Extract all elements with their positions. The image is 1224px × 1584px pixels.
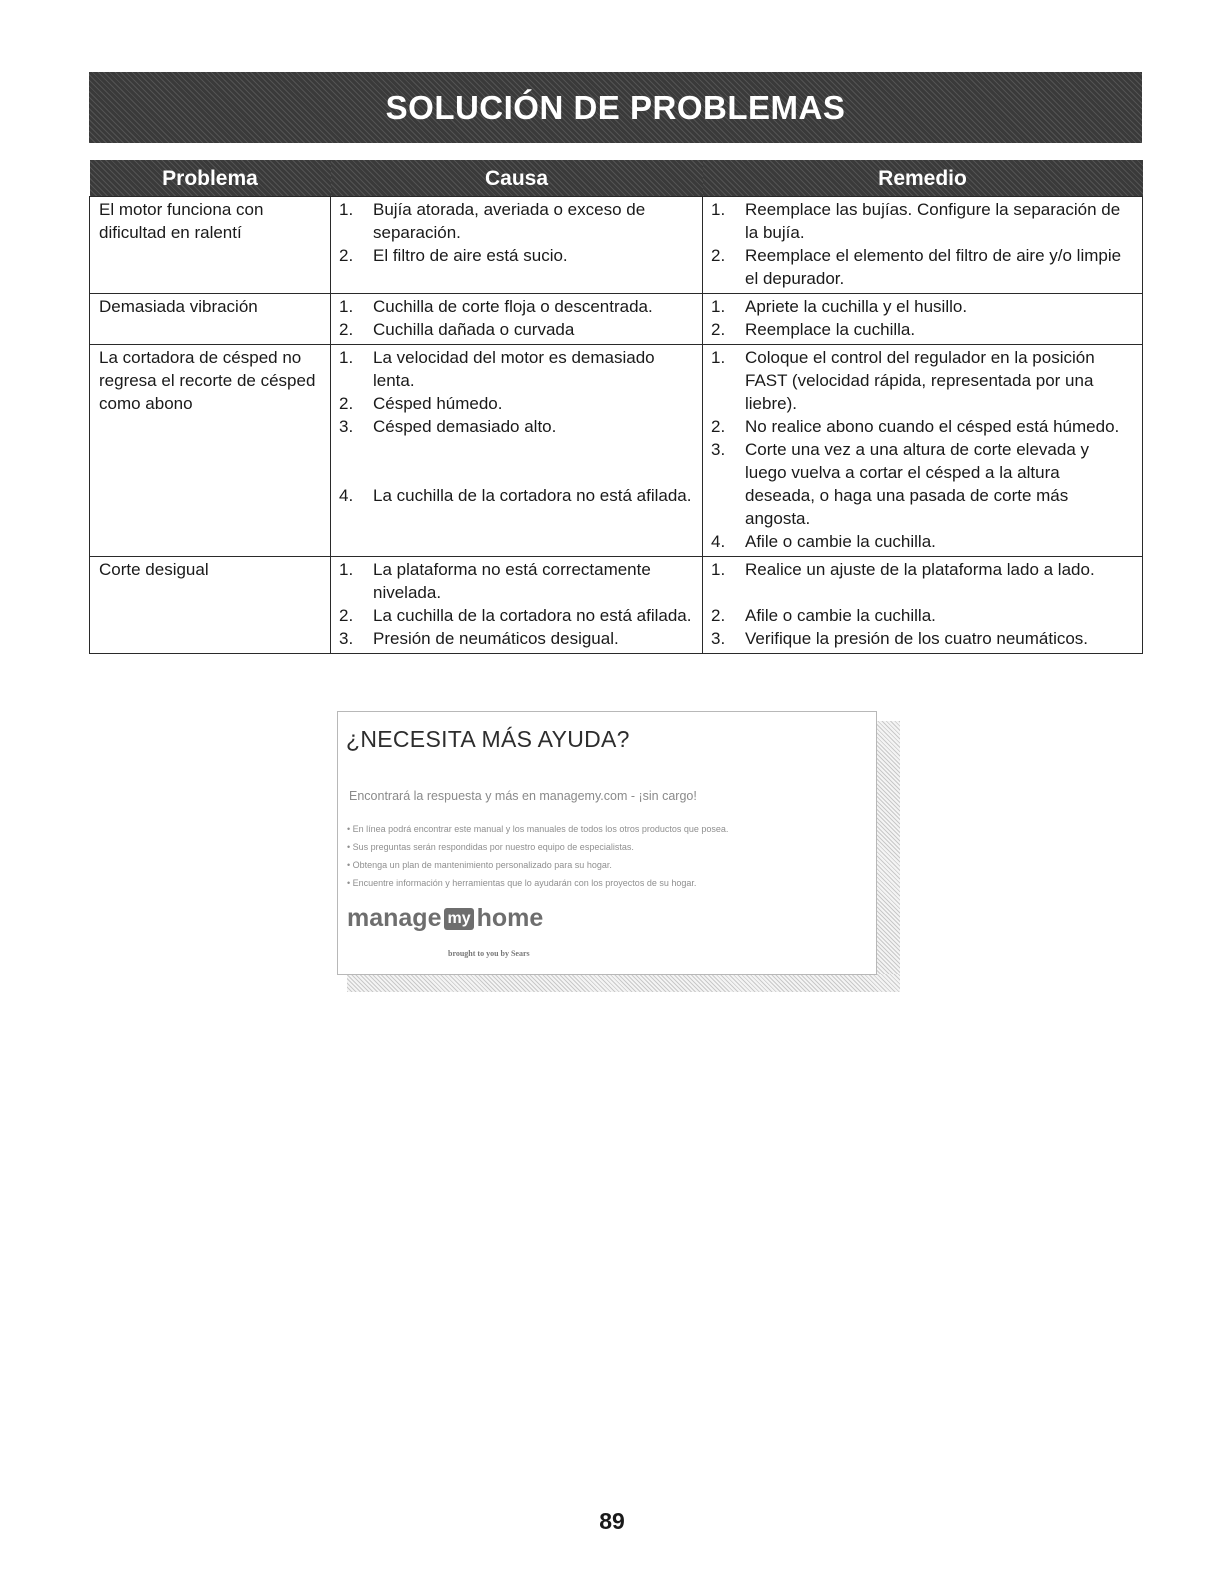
list-item: • Sus preguntas serán respondidas por nuestro equipo de especialistas.	[347, 838, 728, 856]
table-row	[90, 197, 1143, 294]
table-header-row	[90, 160, 1143, 197]
cause-item: 1. Bujía atorada, averiada o exceso de separación.	[339, 200, 646, 242]
cause-item: 2. Cuchilla dañada o curvada	[339, 320, 575, 339]
cause-cell	[331, 294, 703, 345]
remedy-item: 3. Corte una vez a una altura de corte elevada y luego vuelva a cortar el césped a la altura deseada, o haga una pasada de corte más angosta.	[711, 440, 1089, 528]
remedy-cell	[703, 294, 1143, 345]
cause-cell	[331, 197, 703, 294]
list-item: • En línea podrá encontrar este manual y los manuales de todos los otros productos que posea.	[347, 820, 728, 838]
remedy-item: 2. No realice abono cuando el césped está húmedo.	[711, 417, 1120, 436]
problem-cell: Corte desigual	[90, 557, 331, 654]
page-number: 89	[599, 1508, 625, 1534]
remedy-item: 3. Verifique la presión de los cuatro neumáticos.	[711, 629, 1089, 648]
remedy-item: 1. Coloque el control del regulador en la posición FAST (velocidad rápida, representada por una liebre).	[711, 348, 1095, 413]
table-row	[90, 345, 1143, 557]
table-row	[90, 294, 1143, 345]
cause-cell	[331, 557, 703, 654]
logo-tagline: brought to you by Sears	[448, 949, 530, 958]
cause-item: 1. La plataforma no está correctamente nivelada.	[339, 560, 651, 602]
logo-badge-my: my	[444, 908, 473, 930]
cause-item: 1. Cuchilla de corte floja o descentrada.	[339, 297, 653, 316]
table-row	[90, 557, 1143, 654]
remedy-item: 2. Afile o cambie la cuchilla.	[711, 606, 936, 625]
remedy-cell	[703, 197, 1143, 294]
cause-item: 3. Presión de neumáticos desigual.	[339, 629, 619, 648]
page-title: SOLUCIÓN DE PROBLEMAS	[385, 88, 846, 126]
cause-item: 2. La cuchilla de la cortadora no está afilada.	[339, 606, 692, 625]
cause-item: 2. El filtro de aire está sucio.	[339, 246, 568, 265]
remedy-item: 4. Afile o cambie la cuchilla.	[711, 532, 936, 551]
problem-cell: Demasiada vibración	[90, 294, 331, 345]
remedy-item: 1. Reemplace las bujías. Configure la separación de la bujía.	[711, 200, 1121, 242]
problem-cell: El motor funciona con dificultad en ralentí	[90, 197, 331, 294]
cause-item: 1. La velocidad del motor es demasiado lenta.	[339, 348, 655, 390]
cause-item: 2. Césped húmedo.	[339, 394, 503, 413]
box-shadow	[347, 974, 900, 992]
remedy-item: 1. Realice un ajuste de la plataforma lado a lado.	[711, 560, 1095, 579]
help-box	[337, 711, 903, 976]
cause-cell	[331, 345, 703, 557]
list-item: • Encuentre información y herramientas que lo ayudarán con los proyectos de su hogar.	[347, 874, 728, 892]
header-remedy: Remedio	[703, 160, 1143, 197]
help-title: ¿NECESITA MÁS AYUDA?	[346, 726, 630, 752]
title-banner	[89, 72, 1142, 143]
header-cause: Causa	[331, 160, 703, 197]
cause-item: 4. La cuchilla de la cortadora no está afilada.	[339, 486, 692, 505]
problem-cell: La cortadora de césped no regresa el recorte de césped como abono	[90, 345, 331, 557]
remedy-item: 2. Reemplace el elemento del filtro de aire y/o limpie el depurador.	[711, 246, 1122, 288]
remedy-cell	[703, 557, 1143, 654]
managemyhome-logo	[347, 904, 543, 933]
header-problem: Problema	[90, 160, 331, 197]
help-panel	[337, 711, 877, 975]
remedy-item: 1. Apriete la cuchilla y el husillo.	[711, 297, 968, 316]
logo-word-home: home	[476, 904, 544, 932]
remedy-item: 2. Reemplace la cuchilla.	[711, 320, 916, 339]
box-shadow	[876, 721, 900, 983]
remedy-cell	[703, 345, 1143, 557]
list-item: • Obtenga un plan de mantenimiento personalizado para su hogar.	[347, 856, 728, 874]
logo-word-manage: manage	[347, 904, 442, 932]
help-bullet-list	[347, 820, 728, 892]
troubleshooting-table	[89, 160, 1143, 654]
cause-item: 3. Césped demasiado alto.	[339, 417, 557, 436]
help-subtitle: Encontrará la respuesta y más en managemy.com - ¡sin cargo!	[349, 789, 697, 803]
